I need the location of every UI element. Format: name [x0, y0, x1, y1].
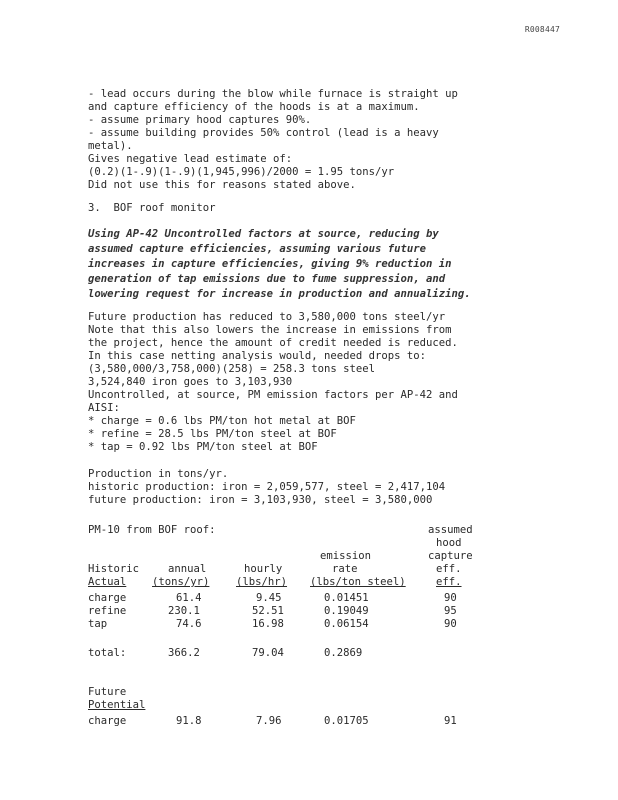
body-line-6: 3,524,840 iron goes to 3,103,930	[88, 376, 293, 388]
body-line-3: the project, hence the amount of credit needed is reduced.	[88, 337, 458, 349]
row-total-annual: 366.2	[168, 647, 200, 659]
body-line-9: * charge = 0.6 lbs PM/ton hot metal at BOF	[88, 415, 356, 427]
row-tap-rate: 0.06154	[324, 618, 369, 630]
body-line-1: Future production has reduced to 3,580,000 tons steel/yr	[88, 311, 446, 323]
row-tap-label: tap	[88, 618, 108, 630]
row-refine-rate: 0.19049	[324, 605, 369, 617]
row-charge-rate: 0.01451	[324, 592, 369, 604]
table-header-actual: Actual	[88, 576, 127, 588]
row-total-hourly: 79.04	[252, 647, 284, 659]
row-charge-eff: 90	[444, 592, 457, 604]
production-line-1: Production in tons/yr.	[88, 468, 229, 480]
body-line-10: * refine = 28.5 lbs PM/ton steel at BOF	[88, 428, 337, 440]
potential-label: Potential	[88, 699, 146, 711]
bullet-line-6: Gives negative lead estimate of:	[88, 153, 293, 165]
table-title: PM-10 from BOF roof:	[88, 524, 216, 536]
table-header-hood: hood	[436, 537, 462, 549]
intro-line-1: Using AP-42 Uncontrolled factors at source, reducing by	[88, 228, 439, 240]
production-line-2: historic production: iron = 2,059,577, steel = 2,417,104	[88, 481, 446, 493]
row-charge-annual: 61.4	[176, 592, 202, 604]
row-charge-hourly: 9.45	[256, 592, 282, 604]
table-header-emission: emission	[320, 550, 372, 562]
table-header-tons-yr: (tons/yr)	[152, 576, 210, 588]
future-charge-rate: 0.01705	[324, 715, 369, 727]
body-line-4: In this case netting analysis would, needed drops to:	[88, 350, 427, 362]
bullet-line-8: Did not use this for reasons stated above.	[88, 179, 356, 191]
bullet-line-1: - lead occurs during the blow while furnace is straight up	[88, 88, 458, 100]
table-header-hourly: hourly	[244, 563, 283, 575]
body-line-5: (3,580,000/3,758,000)(258) = 258.3 tons steel	[88, 363, 376, 375]
row-tap-eff: 90	[444, 618, 457, 630]
row-refine-annual: 230.1	[168, 605, 200, 617]
table-header-eff: eff.	[436, 563, 462, 575]
future-charge-eff: 91	[444, 715, 457, 727]
row-total-label: total:	[88, 647, 127, 659]
table-header-eff-2: eff.	[436, 576, 462, 588]
row-tap-annual: 74.6	[176, 618, 202, 630]
bullet-line-4: - assume building provides 50% control (lead is a heavy	[88, 127, 439, 139]
body-line-8: AISI:	[88, 402, 120, 414]
table-header-lbs-hr: (lbs/hr)	[236, 576, 288, 588]
row-refine-label: refine	[88, 605, 127, 617]
body-line-11: * tap = 0.92 lbs PM/ton steel at BOF	[88, 441, 318, 453]
table-header-rate: rate	[332, 563, 358, 575]
future-label: Future	[88, 686, 127, 698]
intro-line-2: assumed capture efficiencies, assuming various future	[88, 243, 427, 255]
future-charge-annual: 91.8	[176, 715, 202, 727]
table-header-capture: capture	[428, 550, 473, 562]
row-refine-hourly: 52.51	[252, 605, 284, 617]
production-line-3: future production: iron = 3,103,930, steel = 3,580,000	[88, 494, 433, 506]
row-charge-label: charge	[88, 592, 127, 604]
bullet-line-7: (0.2)(1-.9)(1-.9)(1,945,996)/2000 = 1.95 tons/yr	[88, 166, 395, 178]
intro-line-3: increases in capture efficiencies, giving 9% reduction in	[88, 258, 452, 270]
bullet-line-3: - assume primary hood captures 90%.	[88, 114, 312, 126]
intro-line-4: generation of tap emissions due to fume suppression, and	[88, 273, 446, 285]
document-id: R008447	[524, 25, 560, 34]
row-refine-eff: 95	[444, 605, 457, 617]
table-header-annual: annual	[168, 563, 207, 575]
table-header-historic: Historic	[88, 563, 140, 575]
section-heading: 3. BOF roof monitor	[88, 202, 216, 214]
bullet-line-5: metal).	[88, 140, 133, 152]
intro-line-5: lowering request for increase in production and annualizing.	[88, 288, 471, 300]
future-charge-hourly: 7.96	[256, 715, 282, 727]
body-line-2: Note that this also lowers the increase in emissions from	[88, 324, 452, 336]
table-header-lbs-ton: (lbs/ton steel)	[310, 576, 406, 588]
future-charge-label: charge	[88, 715, 127, 727]
body-line-7: Uncontrolled, at source, PM emission factors per AP-42 and	[88, 389, 458, 401]
row-total-rate: 0.2869	[324, 647, 363, 659]
row-tap-hourly: 16.98	[252, 618, 284, 630]
table-header-assumed: assumed	[428, 524, 473, 536]
bullet-line-2: and capture efficiency of the hoods is at a maximum.	[88, 101, 420, 113]
